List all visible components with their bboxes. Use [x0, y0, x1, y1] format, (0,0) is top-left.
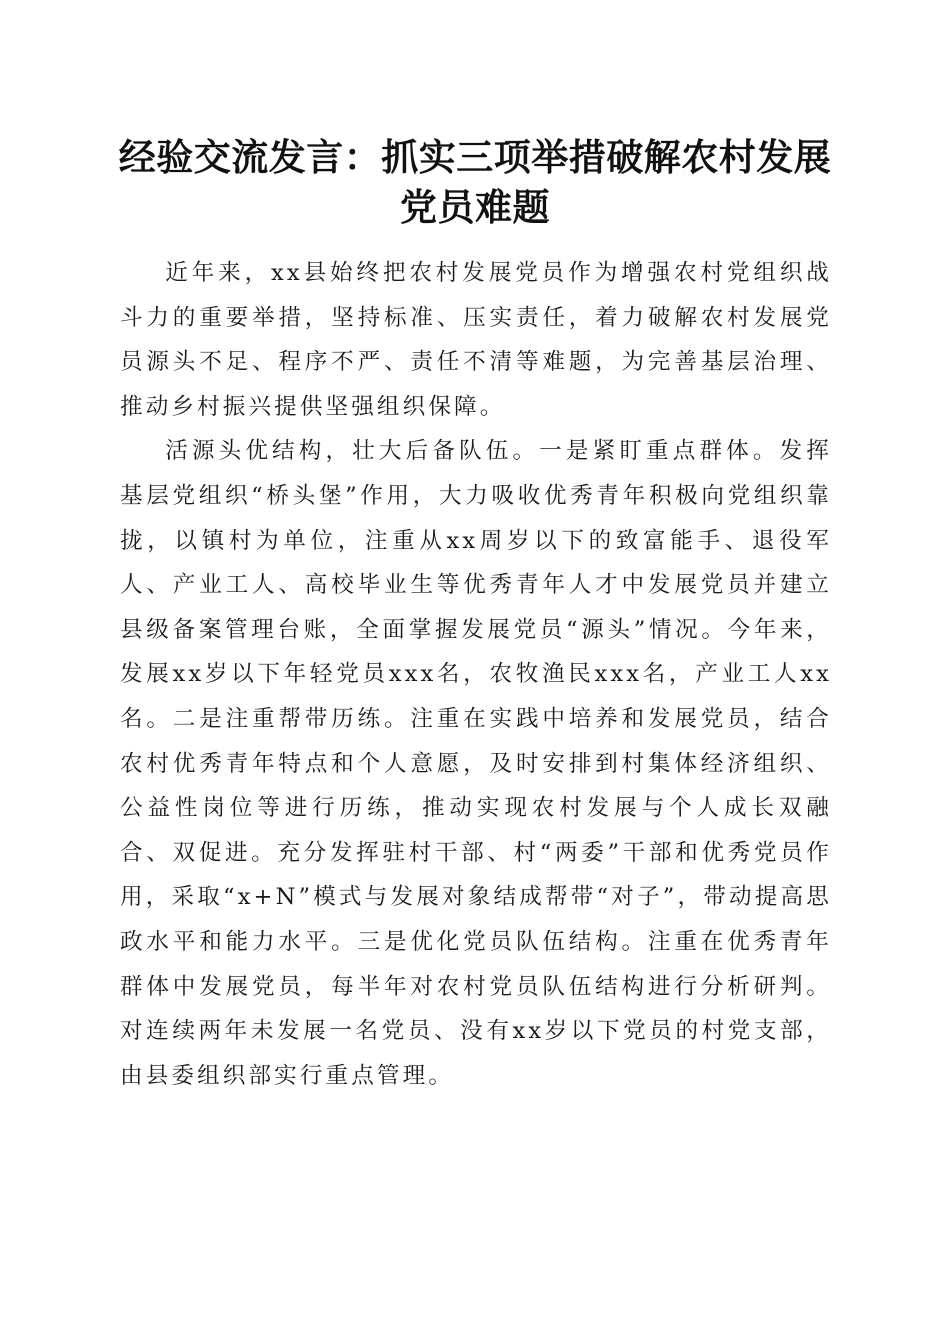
paragraph-intro: 近年来，xx县始终把农村发展党员作为增强农村党组织战斗力的重要举措，坚持标准、压实责任，着力破解农村发展党员源头不足、程序不严、责任不清等难题，为完善基层治理、推动乡村振兴提供坚强组织保障。 — [120, 260, 832, 420]
paragraph-source-structure: 活源头优结构，壮大后备队伍。一是紧盯重点群体。发挥基层党组织“桥头堡”作用，大力吸收优秀青年积极向党组织靠拢，以镇村为单位，注重从xx周岁以下的致富能手、退役军人、产业工人、高校毕业生等优秀青年人才中发展党员并建立县级备案管理台账，全面掌握发展党员“源头”情况。今年来，发展xx岁以下年轻党员xxx名，农牧渔民xxx名，产业工人xx名。二是注重帮带历练。注重在实践中培养和发展党员，结合农村优秀青年特点和个人意愿，及时安排到村集体经济组织、公益性岗位等进行历练，推动实现农村发展与个人成长双融合、双促进。充分发挥驻村干部、村“两委”干部和优秀党员作用，采取“x+N”模式与发展对象结成帮带“对子”，带动提高思政水平和能力水平。三是优化党员队伍结构。注重在优秀青年群体中发展党员，每半年对农村党员队伍结构进行分析研判。对连续两年未发展一名党员、没有xx岁以下党员的村党支部，由县委组织部实行重点管理。 — [120, 438, 832, 1089]
document-title: 经验交流发言：抓实三项举措破解农村发展党员难题 — [118, 135, 832, 229]
document-body — [120, 251, 832, 1098]
